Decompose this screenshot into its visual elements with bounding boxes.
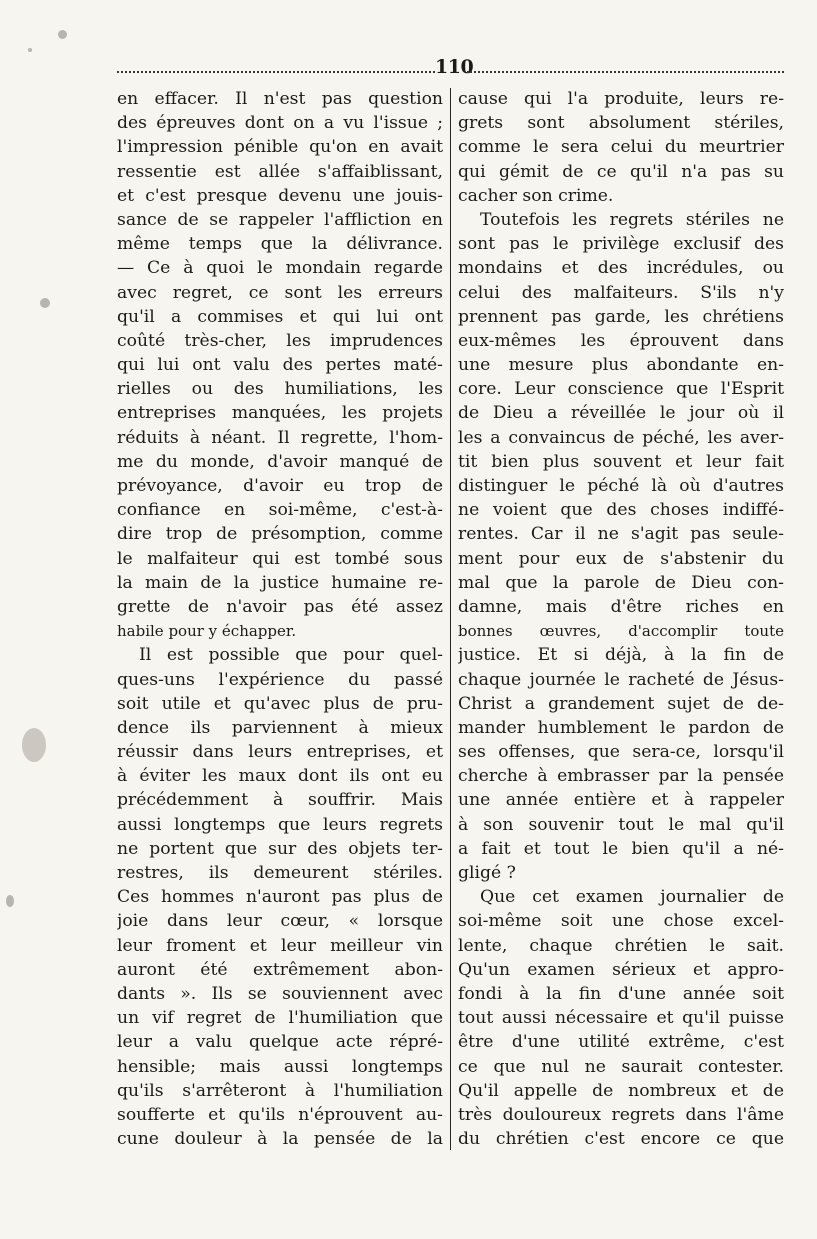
text-line: gligé ?: [458, 863, 516, 883]
text-line: Qu'un examen sérieux et appro-: [458, 959, 784, 980]
text-line: distinguer le péché là où d'autres: [458, 476, 784, 496]
text-line: réussir dans leurs entreprises, et: [117, 742, 443, 763]
text-line: chaque journée le racheté de Jésus-: [458, 669, 784, 690]
text-line: tit bien plus souvent et leur fait: [458, 451, 784, 472]
text-line: entreprises manquées, les projets: [117, 403, 443, 424]
text-line: soufferte et qu'ils n'éprouvent au-: [117, 1104, 443, 1125]
text-line: rielles ou des humiliations, les: [117, 379, 443, 400]
text-line: ques-uns l'expérience du passé: [117, 669, 443, 690]
text-line: les a convaincus de péché, les aver-: [458, 427, 784, 448]
page-number: 110: [435, 56, 474, 78]
ink-spot: [6, 895, 14, 907]
text-line: réduits à néant. Il regrette, l'hom-: [117, 427, 443, 448]
text-line: la main de la justice humaine re-: [117, 572, 443, 593]
text-line: en effacer. Il n'est pas question: [117, 89, 443, 109]
text-line: grets sont absolument stériles,: [458, 113, 784, 134]
text-line: comme le sera celui du meurtrier: [458, 137, 784, 158]
text-line: coûté très-cher, les imprudences: [117, 330, 443, 351]
text-line: habile pour y échapper.: [117, 622, 297, 641]
text-line: ne voient que des choses indiffé-: [458, 500, 784, 521]
text-line: lente, chaque chrétien le sait.: [458, 935, 784, 956]
text-line: être d'une utilité extrême, c'est: [458, 1032, 784, 1053]
text-line: fondi à la fin d'une année soit: [458, 983, 784, 1004]
column-divider: [450, 88, 451, 1150]
text-line: auront été extrêmement abon-: [117, 959, 443, 980]
text-line: et c'est presque devenu une jouis-: [117, 185, 443, 206]
right-column: [458, 87, 784, 1151]
text-line: qui gémit de ce qu'il n'a pas su: [458, 161, 784, 182]
text-line: de Dieu a réveillée le jour où il: [458, 403, 784, 424]
text-line: un vif regret de l'humiliation que: [117, 1008, 443, 1029]
text-line: du chrétien c'est encore ce que: [458, 1129, 784, 1150]
text-line: me du monde, d'avoir manqué de: [117, 451, 443, 472]
text-line: l'impression pénible qu'on en avait: [117, 137, 443, 158]
ink-spot: [58, 30, 67, 39]
text-line: eux-mêmes les éprouvent dans: [458, 330, 784, 351]
text-line: cune douleur à la pensée de la: [117, 1129, 443, 1150]
text-line: même temps que la délivrance.: [117, 234, 443, 255]
text-line: dence ils parviennent à mieux: [117, 717, 443, 738]
text-line: ressentie est allée s'affaiblissant,: [117, 161, 443, 182]
text-line: bonnes œuvres, d'accomplir toute: [458, 622, 784, 641]
text-line: ses offenses, que sera-ce, lorsqu'il: [458, 742, 784, 763]
text-line: Que cet examen journalier de: [480, 887, 784, 908]
text-line: justice. Et si déjà, à la fin de: [458, 645, 784, 666]
text-line: cause qui l'a produite, leurs re-: [458, 89, 784, 109]
text-line: confiance en soi-même, c'est-à-: [117, 500, 443, 521]
text-line: soit utile et qu'avec plus de pru-: [117, 693, 443, 714]
text-line: damne, mais d'être riches en: [458, 596, 784, 617]
text-line: rentes. Car il ne s'agit pas seule-: [458, 524, 784, 545]
text-line: aussi longtemps que leurs regrets: [117, 814, 443, 835]
text-line: cherche à embrasser par la pensée: [458, 766, 784, 787]
text-line: ce que nul ne saurait contester.: [458, 1056, 784, 1077]
ink-spot: [40, 298, 50, 308]
text-line: à éviter les maux dont ils ont eu: [117, 766, 443, 787]
text-line: Christ a grandement sujet de de-: [458, 693, 784, 714]
text-line: leur froment et leur meilleur vin: [117, 935, 443, 956]
text-line: — Ce à quoi le mondain regarde: [117, 258, 443, 279]
text-line: prévoyance, d'avoir eu trop de: [117, 476, 443, 496]
text-line: soi-même soit une chose excel-: [458, 911, 784, 932]
page-header: [117, 58, 784, 78]
text-line: une mesure plus abondante en-: [458, 355, 784, 376]
text-line: leur a valu quelque acte répré-: [117, 1032, 443, 1053]
text-line: des épreuves dont on a vu l'issue ;: [117, 113, 443, 134]
text-line: prennent pas garde, les chrétiens: [458, 306, 784, 327]
text-line: une année entière et à rappeler: [458, 790, 784, 811]
text-line: celui des malfaiteurs. S'ils n'y: [458, 282, 784, 303]
header-rule-right: [467, 71, 784, 73]
text-line: qui lui ont valu des pertes maté-: [117, 355, 443, 376]
text-line: à son souvenir tout le mal qu'il: [458, 814, 784, 835]
text-line: qu'ils s'arrêteront à l'humiliation: [117, 1080, 443, 1101]
text-line: mal que la parole de Dieu con-: [458, 572, 784, 593]
text-line: dants ». Ils se souviennent avec: [117, 983, 443, 1004]
text-line: Ces hommes n'auront pas plus de: [117, 887, 443, 908]
text-line: précédemment à souffrir. Mais: [117, 790, 443, 811]
text-line: ne portent que sur des objets ter-: [117, 838, 443, 859]
text-line: Toutefois les regrets stériles ne: [480, 209, 784, 230]
text-line: avec regret, ce sont les erreurs: [117, 282, 443, 303]
text-line: le malfaiteur qui est tombé sous: [117, 548, 443, 569]
text-line: très douloureux regrets dans l'âme: [458, 1104, 784, 1125]
text-line: core. Leur conscience que l'Esprit: [458, 379, 784, 400]
text-line: mondains et des incrédules, ou: [458, 258, 784, 279]
ink-spot: [22, 728, 46, 762]
text-line: qu'il a commises et qui lui ont: [117, 306, 443, 327]
text-line: cacher son crime.: [458, 185, 614, 206]
text-line: mander humblement le pardon de: [458, 717, 784, 738]
text-line: Qu'il appelle de nombreux et de: [458, 1080, 784, 1101]
ink-spot: [28, 48, 32, 52]
text-line: tout aussi nécessaire et qu'il puisse: [458, 1008, 784, 1029]
text-line: restres, ils demeurent stériles.: [117, 863, 443, 883]
text-line: Il est possible que pour quel-: [139, 645, 443, 666]
text-line: sont pas le privilège exclusif des: [458, 234, 784, 255]
text-line: dire trop de présomption, comme: [117, 524, 443, 545]
text-line: grette de n'avoir pas été assez: [117, 596, 443, 617]
header-rule-left: [117, 71, 435, 73]
text-line: hensible; mais aussi longtemps: [117, 1056, 443, 1077]
text-line: sance de se rappeler l'affliction en: [117, 209, 443, 230]
left-column: [117, 87, 443, 1151]
text-line: joie dans leur cœur, « lorsque: [117, 911, 443, 932]
text-line: ment pour eux de s'abstenir du: [458, 548, 784, 569]
text-line: a fait et tout le bien qu'il a né-: [458, 838, 784, 859]
